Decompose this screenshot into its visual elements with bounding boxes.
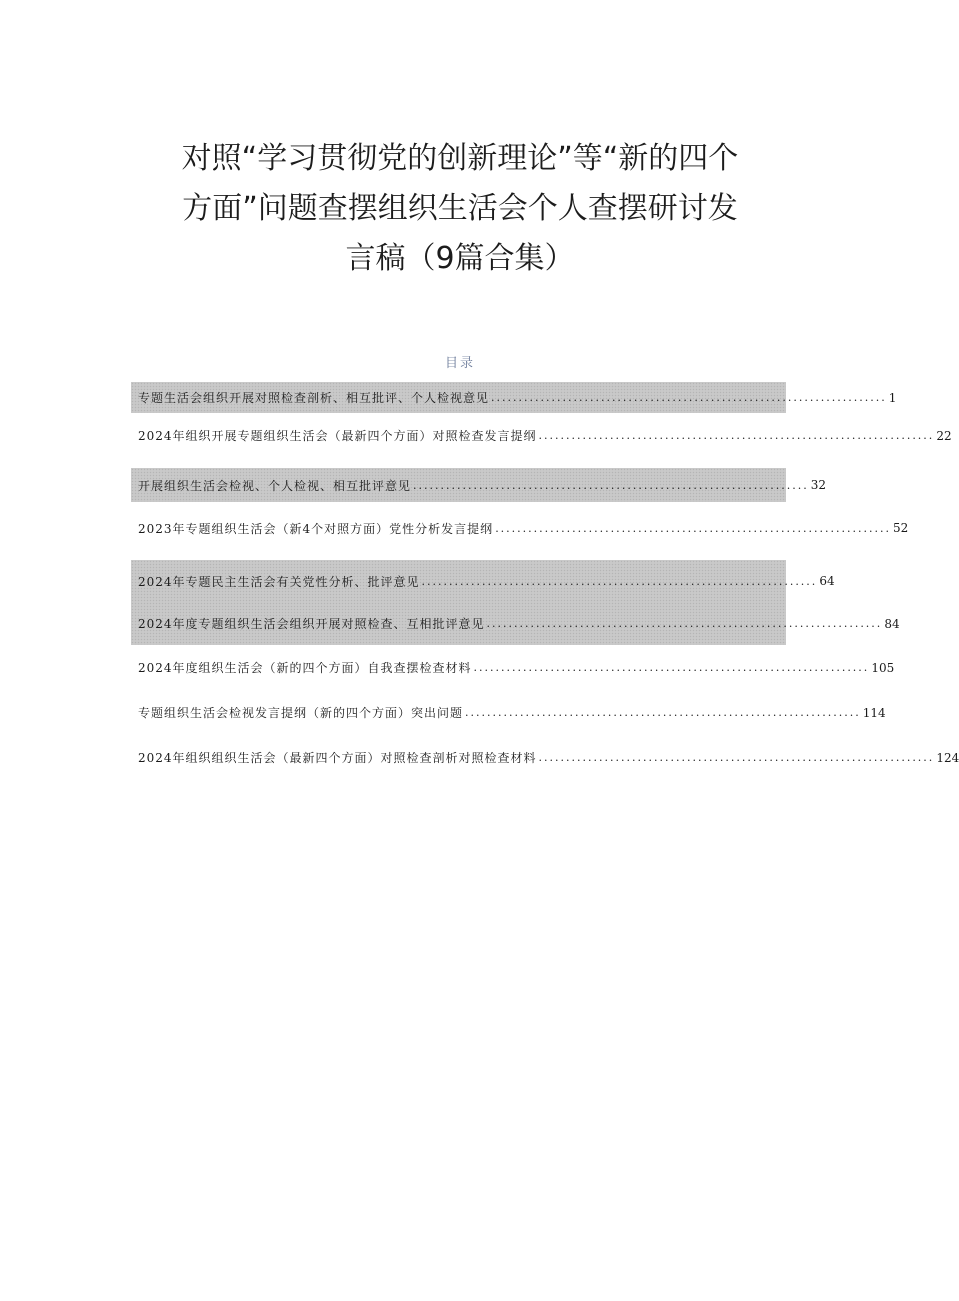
toc-leader-dots: ........................................................................ xyxy=(421,574,818,588)
toc-entry[interactable] xyxy=(131,735,959,780)
title-line-1: 对照“学习贯彻党的创新理论”等“新的四个 xyxy=(181,141,739,176)
toc-entry-page: 32 xyxy=(810,478,827,492)
toc-entry[interactable] xyxy=(131,413,952,458)
toc-leader-dots: ........................................................................ xyxy=(413,478,809,492)
toc-leader-dots: ........................................................................ xyxy=(538,751,935,764)
toc-leader-dots: ........................................................................ xyxy=(465,706,861,719)
title-line-2: 方面”问题查摆组织生活会个人查摆研讨发 xyxy=(182,191,738,226)
toc-entry[interactable] xyxy=(131,690,886,735)
toc-entry[interactable] xyxy=(131,502,909,554)
toc-leader-dots: ........................................................................ xyxy=(495,521,891,535)
toc-entry-title: 2024年度专题组织生活会组织开展对照检查、互相批评意见 xyxy=(138,617,485,631)
toc-entry-title: 2024年组织开展专题组织生活会（最新四个方面）对照检查发言提纲 xyxy=(138,429,537,443)
toc-entry-title: 2024年专题民主生活会有关党性分析、批评意见 xyxy=(138,574,420,589)
toc-entry-page: 105 xyxy=(871,660,895,675)
toc-leader-dots: ........................................................................ xyxy=(491,391,887,404)
toc-entry-page: 114 xyxy=(862,705,886,720)
toc-entry-page: 124 xyxy=(936,750,959,765)
toc-entry[interactable] xyxy=(131,645,895,690)
toc-entry[interactable] xyxy=(131,602,900,645)
table-of-contents xyxy=(131,382,959,780)
toc-entry-page: 64 xyxy=(819,574,835,588)
toc-leader-dots: ........................................................................ xyxy=(473,661,870,674)
toc-entry-title: 开展组织生活会检视、个人检视、相互批评意见 xyxy=(138,478,412,493)
document-title xyxy=(110,134,810,284)
toc-heading: 目录 xyxy=(444,356,475,371)
toc-leader-dots: ........................................................................ xyxy=(486,617,883,630)
toc-entry-page: 1 xyxy=(888,390,897,405)
toc-entry[interactable] xyxy=(131,382,897,413)
toc-entry-title: 专题组织生活会检视发言提纲（新的四个方面）突出问题 xyxy=(138,706,464,720)
toc-entry-page: 52 xyxy=(892,521,909,535)
toc-entry[interactable] xyxy=(131,468,827,502)
toc-entry-page: 22 xyxy=(936,428,952,443)
toc-leader-dots: ........................................................................ xyxy=(538,429,935,442)
toc-entry[interactable] xyxy=(131,560,835,602)
toc-entry-title: 2024年度组织生活会（新的四个方面）自我查摆检查材料 xyxy=(138,661,472,675)
toc-entry-page: 84 xyxy=(884,616,900,631)
toc-entry-title: 专题生活会组织开展对照检查剖析、相互批评、个人检视意见 xyxy=(138,391,490,405)
toc-entry-title: 2023年专题组织生活会（新4个对照方面）党性分析发言提纲 xyxy=(138,521,494,536)
toc-entry-title: 2024年组织组织生活会（最新四个方面）对照检查剖析对照检查材料 xyxy=(138,751,537,765)
title-line-3: 言稿（9篇合集） xyxy=(345,241,575,276)
